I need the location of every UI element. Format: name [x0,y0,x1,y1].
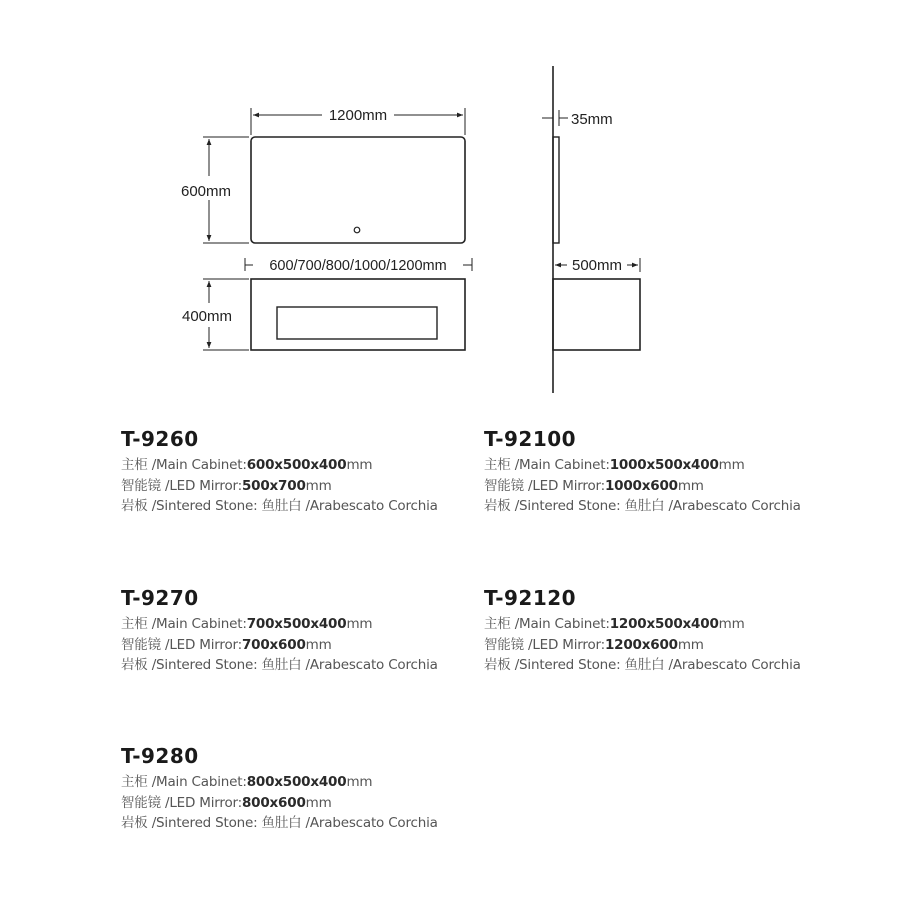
cabinet-spec: 主柜 /Main Cabinet:1000x500x400mm [484,457,745,473]
cabinet-side-outline [553,279,640,350]
mirror-touch-sensor-icon [354,227,360,233]
model-block-t9280 [121,744,438,834]
mirror-side-outline [553,137,559,243]
stone-spec: 岩板 /Sintered Stone: 鱼肚白 /Arabescato Corchia [484,498,801,514]
mirror-spec: 智能镜 /LED Mirror:700x600mm [121,636,332,653]
model-code: T-9280 [121,744,199,768]
stone-spec: 岩板 /Sintered Stone: 鱼肚白 /Arabescato Corchia [121,498,438,514]
dim-mirror-height: 600mm [181,183,232,200]
stone-spec: 岩板 /Sintered Stone: 鱼肚白 /Arabescato Corchia [121,657,438,673]
mirror-spec: 智能镜 /LED Mirror:1200x600mm [484,636,704,653]
dim-cabinet-width: 600/700/800/1000/1200mm [269,258,447,274]
dim-mirror-depth: 35mm [571,111,613,128]
model-code: T-9260 [121,427,199,451]
stone-spec: 岩板 /Sintered Stone: 鱼肚白 /Arabescato Corchia [121,815,438,831]
dim-cabinet-depth: 500mm [571,257,623,274]
mirror-spec: 智能镜 /LED Mirror:1000x600mm [484,477,704,494]
cabinet-spec: 主柜 /Main Cabinet:800x500x400mm [121,774,373,790]
mirror-spec: 智能镜 /LED Mirror:800x600mm [121,794,332,811]
dim-mirror-width: 1200mm [328,107,388,124]
cabinet-spec: 主柜 /Main Cabinet:700x500x400mm [121,616,373,632]
cabinet-spec: 主柜 /Main Cabinet:1200x500x400mm [484,616,745,632]
model-code: T-92120 [484,586,577,610]
mirror-spec: 智能镜 /LED Mirror:500x700mm [121,477,332,494]
cabinet-spec: 主柜 /Main Cabinet:600x500x400mm [121,457,373,473]
model-block-t9260 [121,427,438,517]
model-block-t9270 [121,586,438,676]
model-block-t92120 [484,586,801,676]
stone-spec: 岩板 /Sintered Stone: 鱼肚白 /Arabescato Corchia [484,657,801,673]
dimension-drawing [0,0,900,420]
cabinet-drawer-panel [277,307,437,339]
model-code: T-9270 [121,586,199,610]
model-code: T-92100 [484,427,577,451]
model-block-t92100 [484,427,801,517]
dim-cabinet-height: 400mm [182,308,233,325]
